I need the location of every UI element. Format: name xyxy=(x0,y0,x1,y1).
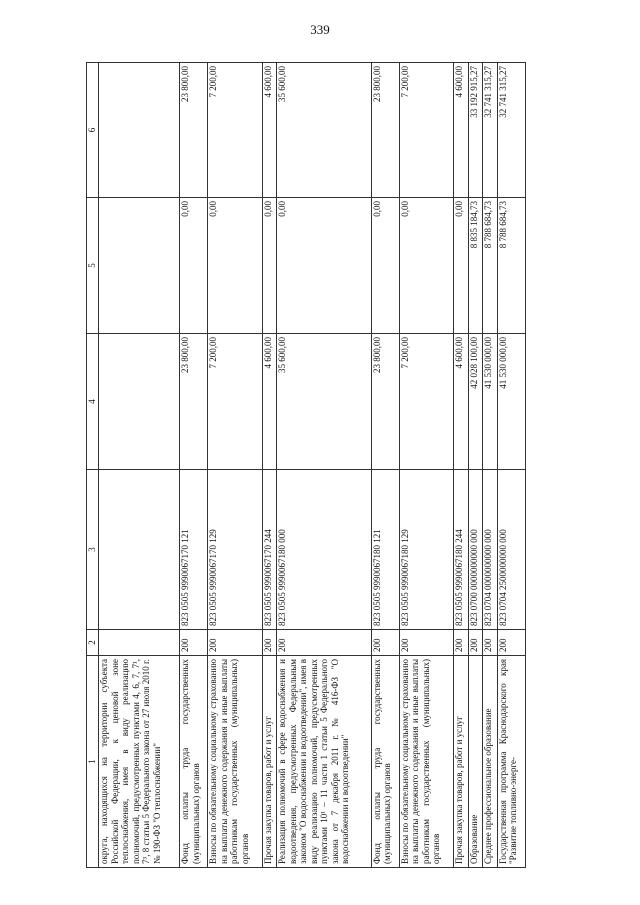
row-description: Прочая закупка товаров, работ и услуг xyxy=(454,656,469,868)
row-amount-executed: 0,00 xyxy=(262,198,277,334)
row-type: 200 xyxy=(277,630,372,656)
column-header: 6 xyxy=(87,63,99,198)
row-amount-approved xyxy=(99,334,180,470)
row-type: 200 xyxy=(399,630,454,656)
budget-table xyxy=(86,62,526,868)
row-type: 200 xyxy=(371,630,399,656)
row-budget-code: 823 0505 9990067180 129 xyxy=(399,470,454,630)
header-row xyxy=(87,63,99,868)
table-row xyxy=(483,63,498,868)
row-description: Взносы по обязательному социальному страхованию на выплаты денежного содержания и иные выплаты работникам государственных (муниципальных) органов xyxy=(208,656,263,868)
row-amount-approved: 7 200,00 xyxy=(208,334,263,470)
row-description: Среднее профессиональное образование xyxy=(483,656,498,868)
row-amount-executed: 0,00 xyxy=(371,198,399,334)
row-description: Образование xyxy=(468,656,483,868)
table-row xyxy=(497,63,525,868)
row-type xyxy=(99,630,180,656)
table-row xyxy=(208,63,263,868)
row-amount-executed: 0,00 xyxy=(454,198,469,334)
row-amount-executed: 0,00 xyxy=(208,198,263,334)
row-description: Реализация полномочий в сфере водоснабжения и водоотведения, предусмотренных Федеральным законом "О водоснабжении и водоотведении", имея в виду реализацию полномочий, предусмотренных пунктами 10¹ – 11 части 1 статьи 5 Федерального закона от 7 декабря 2011 г. № 416-ФЗ "О водоснабжении и водоотведении" xyxy=(277,656,372,868)
row-amount-remaining: 33 192 915,27 xyxy=(468,63,483,198)
row-type: 200 xyxy=(180,630,208,656)
row-amount-approved: 4 600,00 xyxy=(262,334,277,470)
row-amount-remaining: 4 600,00 xyxy=(262,63,277,198)
row-description: Взносы по обязательному социальному страхованию на выплаты денежного содержания и иные выплаты работникам государственных (муниципальных) органов xyxy=(399,656,454,868)
column-header: 5 xyxy=(87,198,99,334)
table-row xyxy=(468,63,483,868)
column-header: 3 xyxy=(87,470,99,630)
row-amount-approved: 35 600,00 xyxy=(277,334,372,470)
row-type: 200 xyxy=(208,630,263,656)
row-amount-executed: 0,00 xyxy=(277,198,372,334)
table-row xyxy=(399,63,454,868)
table-row xyxy=(454,63,469,868)
row-amount-remaining: 23 800,00 xyxy=(180,63,208,198)
row-amount-executed: 8 788 684,73 xyxy=(497,198,525,334)
table-row xyxy=(277,63,372,868)
row-type: 200 xyxy=(468,630,483,656)
row-amount-remaining: 35 600,00 xyxy=(277,63,372,198)
row-description: Прочая закупка товаров, работ и услуг xyxy=(262,656,277,868)
page-number: 339 xyxy=(310,22,330,37)
row-amount-approved: 23 800,00 xyxy=(180,334,208,470)
table-row xyxy=(99,63,180,868)
column-header: 2 xyxy=(87,630,99,656)
row-amount-executed: 8 788 684,73 xyxy=(483,198,498,334)
row-amount-approved: 41 530 000,00 xyxy=(497,334,525,470)
row-type: 200 xyxy=(262,630,277,656)
row-amount-remaining: 4 600,00 xyxy=(454,63,469,198)
row-amount-approved: 23 800,00 xyxy=(371,334,399,470)
row-amount-approved: 7 200,00 xyxy=(399,334,454,470)
table-row xyxy=(180,63,208,868)
rotated-table-container xyxy=(86,63,526,868)
row-amount-executed: 0,00 xyxy=(399,198,454,334)
row-budget-code: 823 0700 0000000000 000 xyxy=(468,470,483,630)
row-type: 200 xyxy=(454,630,469,656)
row-budget-code: 823 0505 9990067180 121 xyxy=(371,470,399,630)
column-header: 1 xyxy=(87,656,99,868)
row-amount-remaining: 7 200,00 xyxy=(399,63,454,198)
row-amount-remaining: 23 800,00 xyxy=(371,63,399,198)
row-description: Фонд оплаты труда государственных (муниципальных) органов xyxy=(371,656,399,868)
row-description: Фонд оплаты труда государственных (муниципальных) органов xyxy=(180,656,208,868)
row-budget-code xyxy=(99,470,180,630)
row-description: Государственная программа Краснодарского края "Развитие топливно-энерге- xyxy=(497,656,525,868)
row-amount-remaining: 32 741 315,27 xyxy=(483,63,498,198)
table-body xyxy=(99,63,526,868)
row-amount-approved: 41 530 000,00 xyxy=(483,334,498,470)
row-amount-approved: 4 600,00 xyxy=(454,334,469,470)
row-amount-executed xyxy=(99,198,180,334)
row-budget-code: 823 0505 9990067180 244 xyxy=(454,470,469,630)
table-row xyxy=(262,63,277,868)
row-amount-approved: 42 028 100,00 xyxy=(468,334,483,470)
row-budget-code: 823 0704 0000000000 000 xyxy=(483,470,498,630)
row-amount-remaining xyxy=(99,63,180,198)
row-budget-code: 823 0505 9990067180 000 xyxy=(277,470,372,630)
row-budget-code: 823 0505 9990067170 121 xyxy=(180,470,208,630)
table-row xyxy=(371,63,399,868)
row-budget-code: 823 0704 2500000000 000 xyxy=(497,470,525,630)
row-type: 200 xyxy=(483,630,498,656)
row-budget-code: 823 0505 9990067170 244 xyxy=(262,470,277,630)
row-amount-executed: 8 835 184,73 xyxy=(468,198,483,334)
row-amount-remaining: 7 200,00 xyxy=(208,63,263,198)
row-amount-executed: 0,00 xyxy=(180,198,208,334)
row-budget-code: 823 0505 9990067170 129 xyxy=(208,470,263,630)
row-type: 200 xyxy=(497,630,525,656)
column-header: 4 xyxy=(87,334,99,470)
row-description: округа, находящихся на территории субъекта Российской Федерации, к ценовой зоне теплоснабжения, имея в виду реализацию полномочий, предусмотренных пунктами 4, 6, 7, 7¹, 7³, 8 статьи 5 Федерального закона от 27 июля 2010 г. № 190-ФЗ "О теплоснабжении" xyxy=(99,656,180,868)
row-amount-remaining: 32 741 315,27 xyxy=(497,63,525,198)
